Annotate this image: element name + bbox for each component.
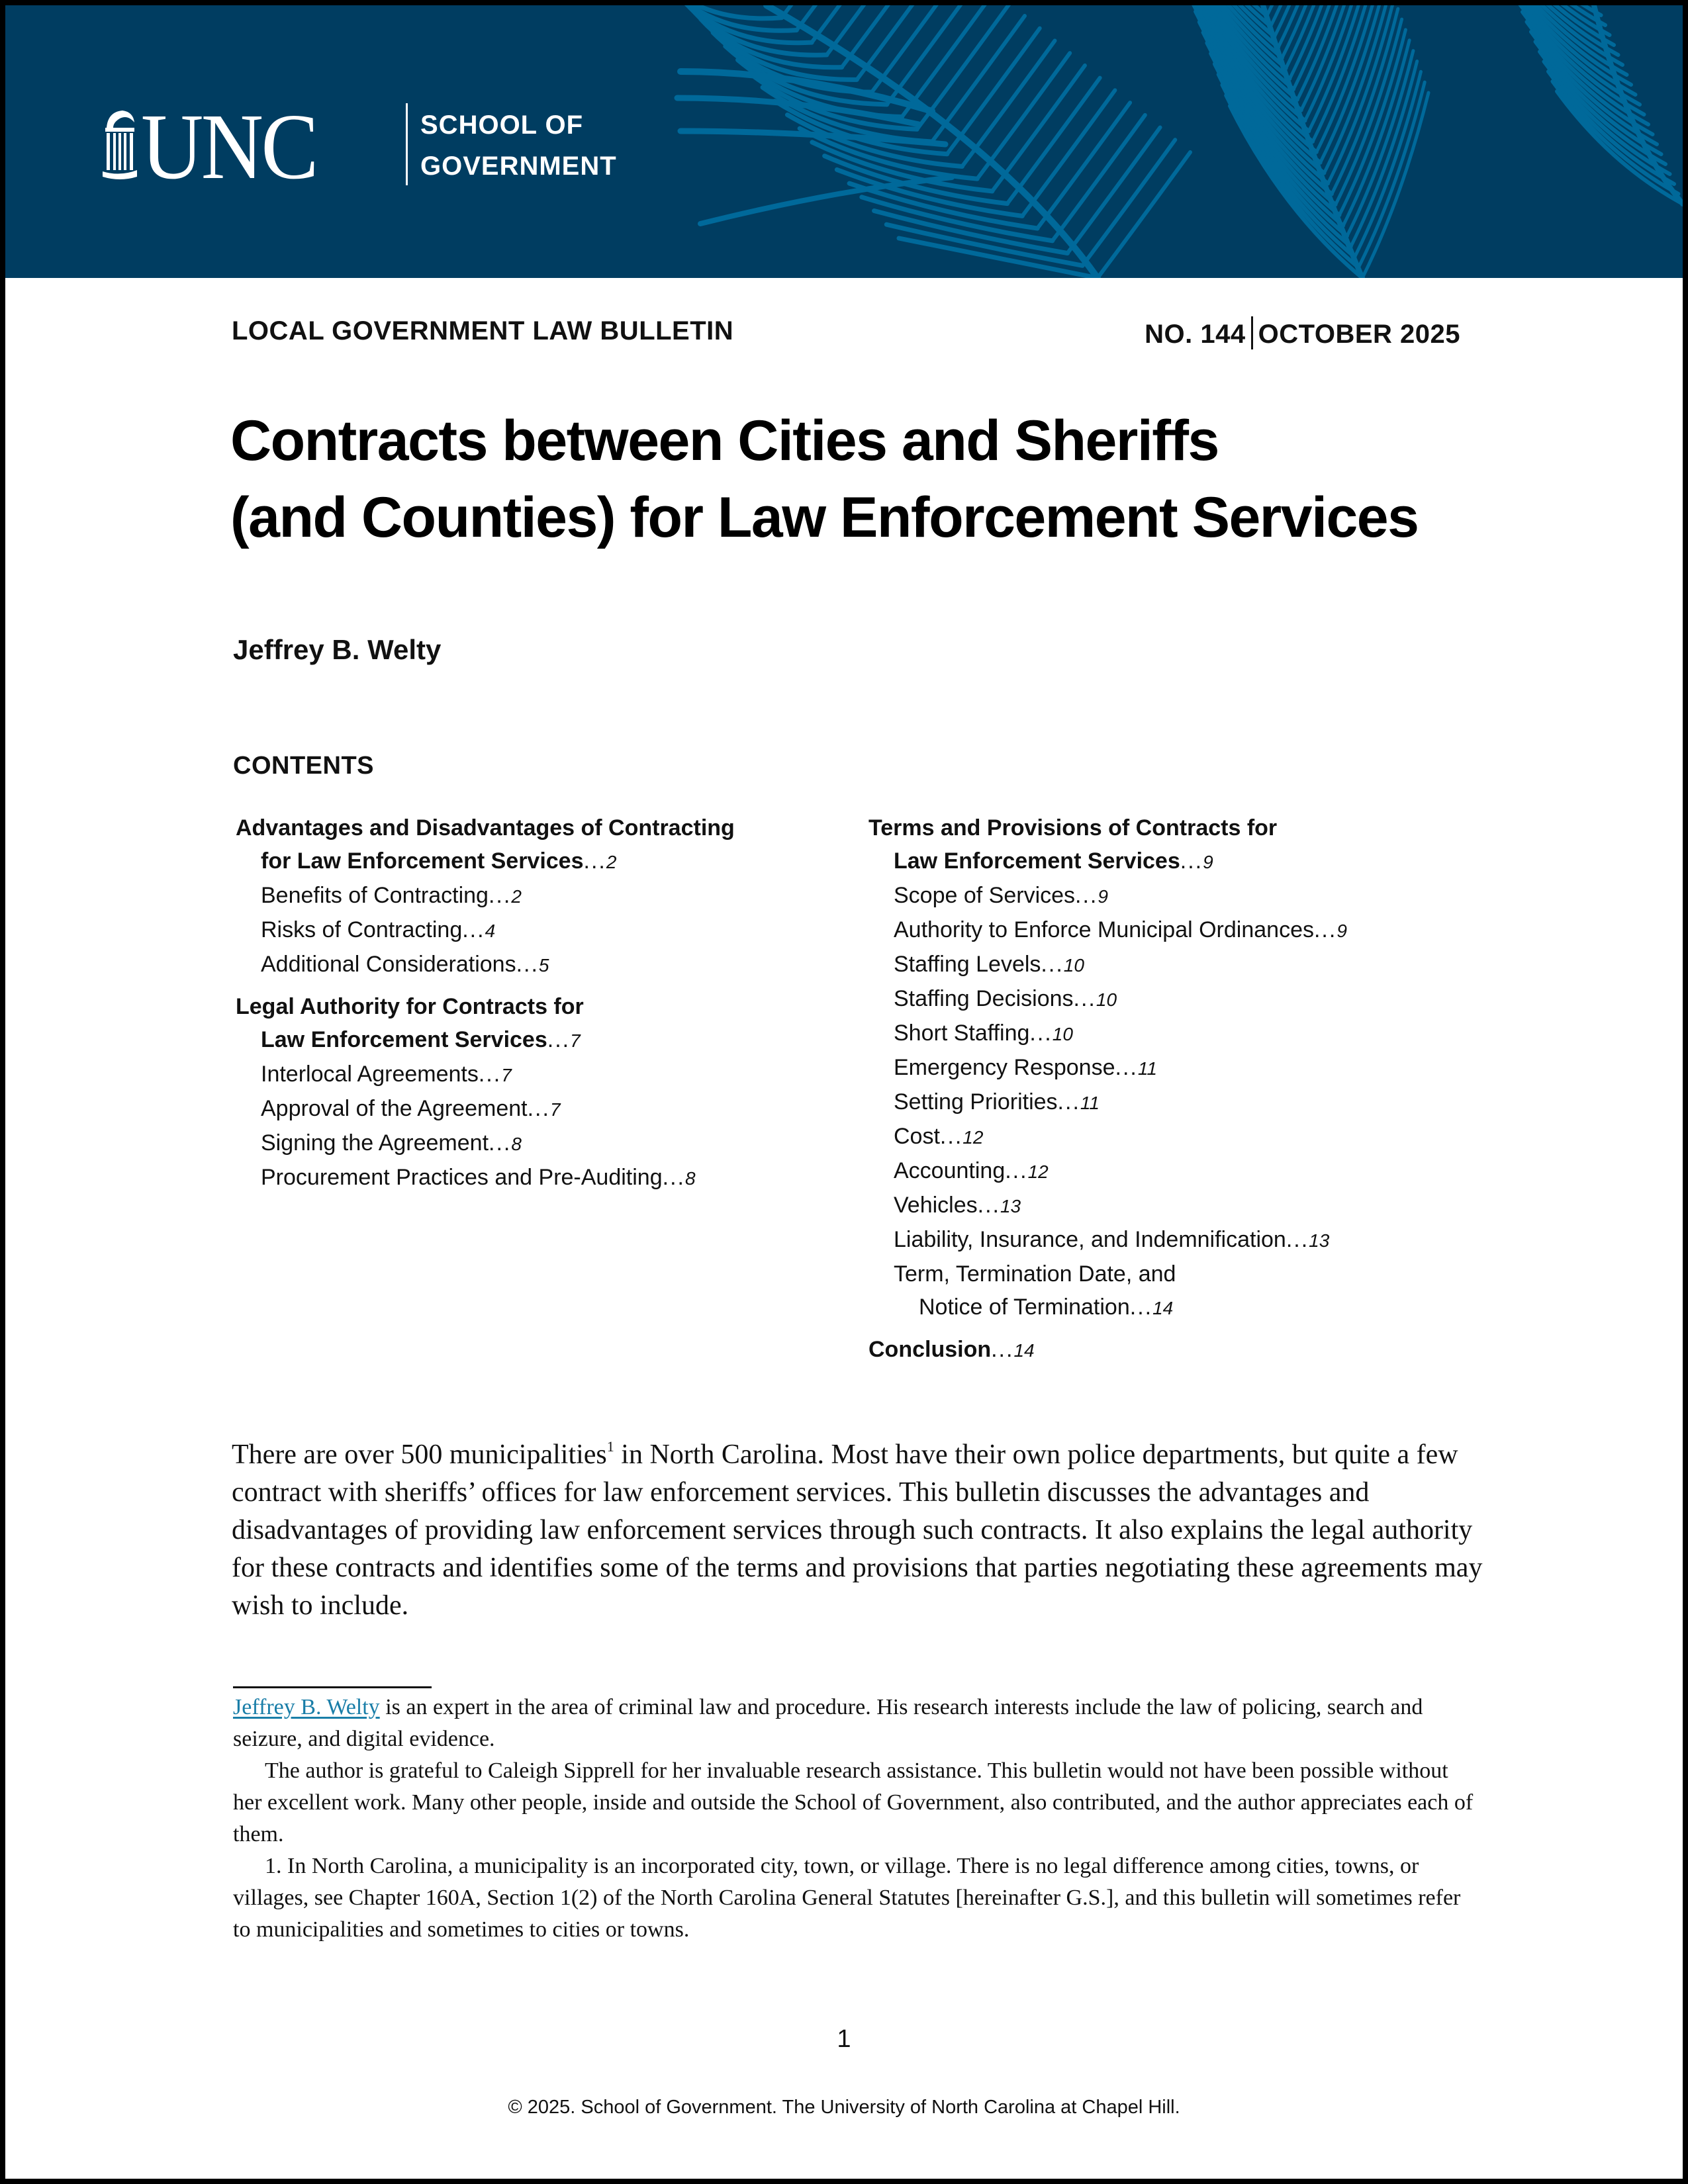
toc-entry-label: Accounting — [894, 1158, 1006, 1183]
copyright: © 2025. School of Government. The University of North Carolina at Chapel Hill. — [508, 2097, 1180, 2118]
toc-leader-dots: ... — [1005, 1158, 1028, 1183]
toc-entry[interactable] — [868, 1051, 1464, 1085]
frond-leaf — [1037, 103, 1130, 228]
toc-leader-dots: ... — [547, 1027, 571, 1052]
toc-leader-dots: ... — [991, 1337, 1014, 1362]
toc-entry-label: Additional Considerations — [261, 952, 516, 977]
frond-leaf — [962, 40, 1055, 166]
footnotes — [233, 1692, 1477, 1946]
toc-entry-label-cont: for Law Enforcement Services — [261, 848, 584, 874]
toc-entry-label: Liability, Insurance, and Indemnification — [894, 1227, 1286, 1252]
footnote-ref-1[interactable]: 1 — [606, 1438, 614, 1455]
toc-entry[interactable] — [236, 1161, 831, 1195]
page-title — [230, 402, 1554, 556]
toc-leader-dots: ... — [516, 952, 539, 977]
toc-entry-label: Short Staffing — [894, 1021, 1030, 1046]
toc-entry-label: Emergency Response — [894, 1055, 1115, 1080]
toc-entry-label-cont: Notice of Termination — [919, 1295, 1130, 1320]
frond-leaf — [1053, 115, 1145, 241]
toc-entry[interactable] — [236, 948, 831, 982]
toc-entry[interactable] — [868, 1120, 1464, 1154]
toc-entry-label-cont: Law Enforcement Services — [261, 1027, 547, 1052]
issue-number: NO. 144 — [1145, 320, 1246, 349]
frond-leaf — [1328, 5, 1394, 183]
intro-paragraph — [232, 1436, 1489, 1625]
frond-leaf — [947, 28, 1040, 154]
toc-page-number: 7 — [501, 1065, 512, 1085]
toc-entry-label: Conclusion — [868, 1337, 992, 1362]
author-bio — [233, 1692, 1477, 1755]
toc-page-number: 2 — [606, 852, 617, 872]
toc-leader-dots: ... — [488, 883, 512, 908]
issue-date: OCTOBER 2025 — [1258, 320, 1460, 349]
toc-entry[interactable] — [868, 1333, 1464, 1367]
frond-leaf — [700, 177, 952, 224]
toc-leader-dots: ... — [478, 1062, 502, 1087]
toc-page-number: 13 — [1000, 1196, 1021, 1216]
toc-page-number: 5 — [538, 955, 549, 976]
toc-entry[interactable] — [868, 948, 1464, 982]
toc-leader-dots: ... — [662, 1165, 685, 1190]
toc-entry[interactable] — [868, 1223, 1464, 1257]
frond-leaf — [1082, 140, 1175, 265]
toc-entry-label: Setting Priorities — [894, 1089, 1058, 1115]
toc-leader-dots: ... — [1180, 848, 1203, 874]
unc-sog-logo — [101, 94, 617, 199]
toc-entry-label: Staffing Decisions — [894, 986, 1074, 1011]
school-line-2: GOVERNMENT — [420, 152, 617, 181]
author-bio-text: is an expert in the area of criminal law and procedure. His research interests include the law of policing, search and seizure, and digital evidence. — [233, 1695, 1423, 1751]
issue-info — [1145, 316, 1460, 349]
toc-entry-label: Advantages and Disadvantages of Contracting — [236, 815, 735, 841]
toc-leader-dots: ... — [1075, 883, 1098, 908]
toc-entry[interactable] — [236, 811, 831, 879]
toc-entry[interactable] — [236, 1092, 831, 1126]
toc-page-number: 11 — [1137, 1058, 1157, 1079]
frond-leaf — [1282, 5, 1348, 58]
issue-divider — [1251, 316, 1253, 349]
toc-leader-dots: ... — [1041, 952, 1064, 977]
toc-page-number: 14 — [1152, 1298, 1174, 1318]
toc-entry[interactable] — [868, 1154, 1464, 1189]
toc-entry-label: Legal Authority for Contracts for — [236, 994, 584, 1019]
toc-page-number: 10 — [1052, 1024, 1073, 1044]
toc-page-number: 10 — [1096, 989, 1117, 1010]
toc-leader-dots: ... — [527, 1096, 550, 1121]
toc-entry[interactable] — [868, 1017, 1464, 1051]
toc-leader-dots: ... — [462, 917, 485, 942]
author-link[interactable]: Jeffrey B. Welty — [233, 1695, 380, 1719]
footnote-rule — [233, 1686, 432, 1688]
toc-entry[interactable] — [236, 879, 831, 913]
toc-entry[interactable] — [236, 1126, 831, 1161]
toc-entry[interactable] — [868, 982, 1464, 1017]
toc-leader-dots: ... — [1057, 1089, 1080, 1115]
frond-leaf — [977, 53, 1070, 179]
toc-entry[interactable] — [868, 1257, 1464, 1325]
toc-column-2 — [868, 811, 1464, 1367]
intro-text-rest: in North Carolina. Most have their own police departments, but quite a few contract with sheriffs’ offices for law enforcement services. This bulletin discusses the advantages and disadvantages of providing law enforcement services through such contracts. It also explains the legal authority for these contracts and identifies some of the terms and provisions that parties negotiating these agreements may wish to include. — [232, 1439, 1483, 1621]
contents-heading: CONTENTS — [233, 752, 374, 780]
toc-entry-label: Benefits of Contracting — [261, 883, 489, 908]
frond-leaf — [932, 16, 1025, 142]
toc-leader-dots: ... — [489, 1130, 512, 1156]
toc-page-number: 4 — [485, 921, 496, 941]
toc-entry[interactable] — [236, 990, 831, 1058]
frond-leaf — [849, 183, 1037, 228]
toc-leader-dots: ... — [939, 1124, 963, 1149]
toc-page-number: 7 — [570, 1030, 581, 1051]
toc-column-1 — [236, 811, 831, 1195]
unc-wordmark: UNC — [141, 94, 316, 199]
frond-leaf — [992, 66, 1085, 191]
title-line-1: Contracts between Cities and Sheriffs — [230, 409, 1219, 473]
toc-leader-dots: ... — [583, 848, 606, 874]
header-banner — [5, 5, 1683, 278]
school-line-1: SCHOOL OF — [420, 111, 584, 140]
toc-page-number: 10 — [1063, 955, 1084, 976]
toc-leader-dots: ... — [977, 1193, 1000, 1218]
toc-leader-dots: ... — [1073, 986, 1096, 1011]
toc-entry-label: Staffing Levels — [894, 952, 1041, 977]
toc-leader-dots: ... — [1115, 1055, 1138, 1080]
toc-leader-dots: ... — [1313, 917, 1337, 942]
toc-entry-label: Terms and Provisions of Contracts for — [868, 815, 1278, 841]
toc-entry[interactable] — [868, 1085, 1464, 1120]
toc-page-number: 12 — [962, 1127, 984, 1148]
page-number: 1 — [837, 2025, 851, 2053]
toc-entry[interactable] — [868, 913, 1464, 948]
toc-page-number: 11 — [1080, 1093, 1100, 1113]
toc-entry-label: Cost — [894, 1124, 940, 1149]
toc-entry-label: Term, Termination Date, and — [894, 1261, 1176, 1287]
author-name: Jeffrey B. Welty — [233, 634, 442, 665]
toc-entry-label: Risks of Contracting — [261, 917, 463, 942]
toc-page-number: 8 — [684, 1168, 696, 1189]
title-line-2: (and Counties) for Law Enforcement Services — [230, 486, 1419, 549]
toc-entry-label: Scope of Services — [894, 883, 1076, 908]
toc-entry-label: Procurement Practices and Pre-Auditing — [261, 1165, 663, 1190]
footnote-1: 1. In North Carolina, a municipality is an incorporated city, town, or village. There is no legal difference among cities, towns, or villages, see Chapter 160A, Section 1(2) of the North Carolina General Statutes [hereinafter G.S.], and this bulletin will sometimes refer to municipalities and sometimes to cities or towns. — [233, 1854, 1461, 1942]
toc-leader-dots: ... — [1286, 1227, 1309, 1252]
toc-page-number: 9 — [1336, 921, 1347, 941]
toc-page-number: 9 — [1098, 886, 1108, 907]
acknowledgment: The author is grateful to Caleigh Sipprell for her invaluable research assistance. This bulletin would not have been possible without her excellent work. Many other people, inside and outside the School of Government, also contributed, and the author appreciates each of them. — [233, 1758, 1474, 1846]
toc-page-number: 12 — [1027, 1161, 1049, 1182]
toc-entry-label: Authority to Enforce Municipal Ordinances — [894, 917, 1314, 942]
toc-entry[interactable] — [868, 1189, 1464, 1223]
toc-entry[interactable] — [868, 879, 1464, 913]
toc-entry[interactable] — [236, 913, 831, 948]
toc-leader-dots: ... — [1129, 1295, 1153, 1320]
toc-leader-dots: ... — [1029, 1021, 1053, 1046]
toc-entry-label: Approval of the Agreement — [261, 1096, 528, 1121]
frond-leaf — [1008, 78, 1100, 204]
frond-leaf — [796, 5, 889, 30]
toc-page-number: 7 — [549, 1099, 561, 1120]
toc-entry-label-cont: Law Enforcement Services — [894, 848, 1180, 874]
toc-entry-label: Vehicles — [894, 1193, 978, 1218]
frond-leaf — [1098, 152, 1190, 278]
toc-entry-label: Interlocal Agreements — [261, 1062, 479, 1087]
old-well-icon — [101, 108, 138, 181]
toc-page-number: 13 — [1309, 1230, 1330, 1251]
toc-entry-label: Signing the Agreement — [261, 1130, 489, 1156]
toc-page-number: 8 — [511, 1134, 522, 1154]
frond-leaf — [1068, 128, 1160, 253]
toc-entry[interactable] — [868, 811, 1464, 879]
school-of-government-label — [420, 105, 617, 187]
toc-page-number: 14 — [1013, 1340, 1035, 1361]
toc-page-number: 2 — [511, 886, 522, 907]
bulletin-series: LOCAL GOVERNMENT LAW BULLETIN — [232, 316, 734, 345]
toc-entry[interactable] — [236, 1058, 831, 1092]
toc-page-number: 9 — [1203, 852, 1213, 872]
document-page — [5, 5, 1683, 2179]
logo-divider — [406, 103, 408, 185]
intro-text-start: There are over 500 municipalities — [232, 1439, 607, 1470]
frond-leaf — [1022, 90, 1115, 216]
